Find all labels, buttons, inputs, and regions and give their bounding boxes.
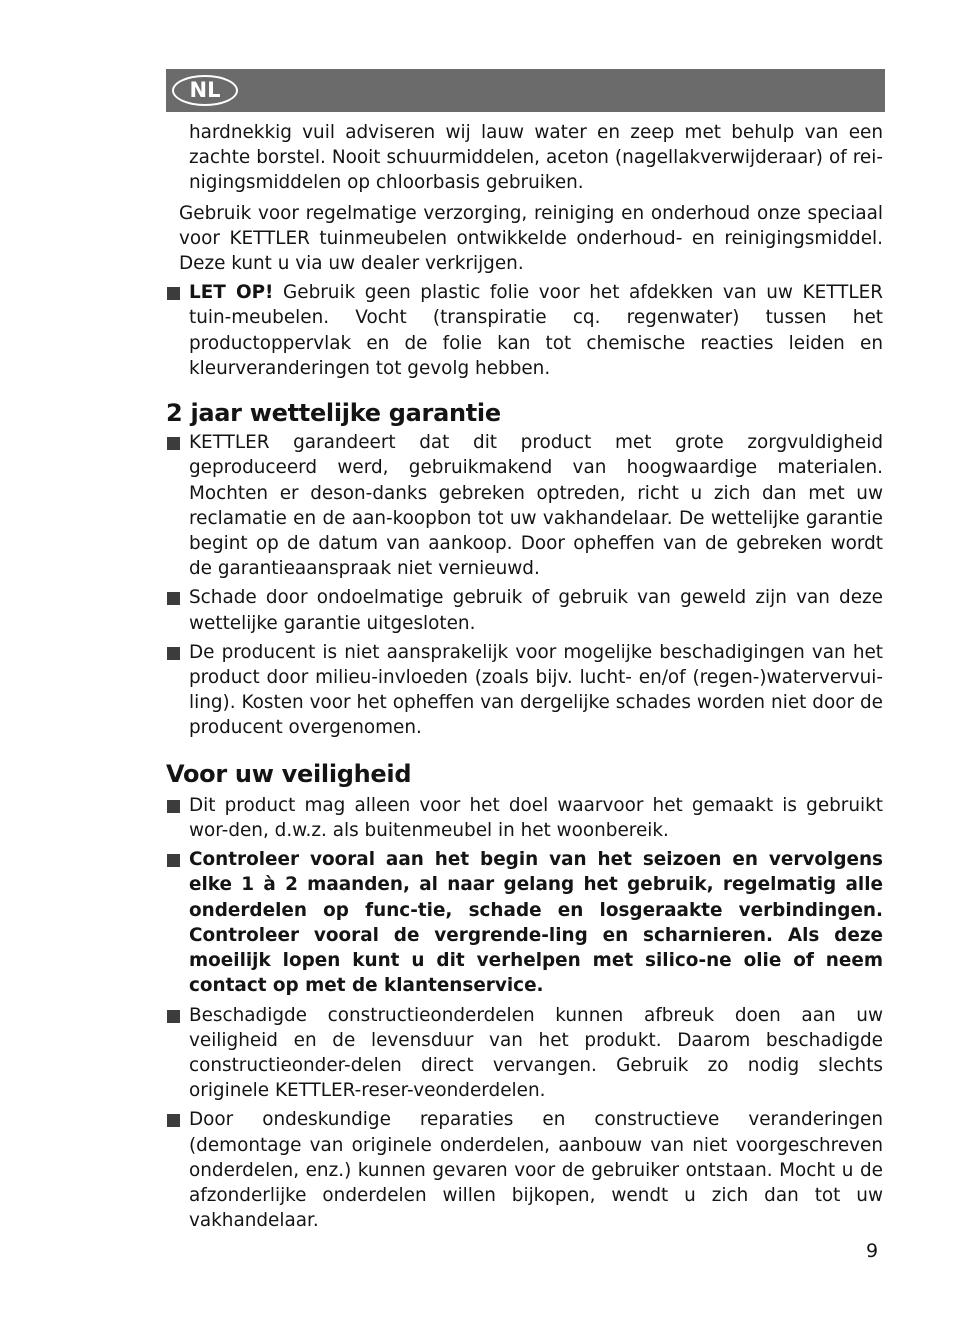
safety-item-text: Dit product mag alleen voor het doel waarvoor het gemaakt is gebruikt wor-den, d.w.z. als buitenmeubel in het woonbereik.: [189, 794, 883, 842]
safety-item-emphasized: [166, 847, 883, 998]
warranty-item-text: De producent is niet aansprakelijk voor mogelijke beschadigingen van het product door milieu-invloeden (zoals bijv. lucht- en/of (regen-)watervervui-ling). Kosten voor het opheffen van dergelijke schades worden niet door de producent overgenomen.: [189, 641, 883, 739]
warranty-item-text: Schade door ondoelmatige gebruik of gebruik van geweld zijn van deze wettelijke garantie uitgesloten.: [189, 587, 883, 634]
warranty-heading: 2 jaar wettelijke garantie: [166, 399, 501, 428]
warranty-item: [166, 585, 883, 635]
safety-item-text: Beschadigde constructieonderdelen kunnen afbreuk doen aan uw veiligheid en de levensduur van het produkt. Daarom beschadigde constructieonder-delen direct vervangen. Gebruik zo nodig slechts originele KETTLER-reser-veonderdelen.: [189, 1004, 883, 1102]
bullet-square-icon: [167, 1010, 180, 1023]
bullet-square-icon: [167, 1114, 180, 1127]
safety-item-text: Door ondeskundige reparaties en constructieve veranderingen (demontage van originele onderdelen, aanbouw van niet voorgeschreven onderdelen, enz.) kunnen gevaren voor de gebruiker ontstaan. Mocht u de afzonderlijke onderdelen willen bijkopen, wendt u zich dan tot uw vakhandelaar.: [189, 1109, 883, 1232]
page-number: 9: [866, 1240, 879, 1262]
safety-heading: Voor uw veiligheid: [166, 759, 412, 788]
warning-text: Gebruik geen plastic folie voor het afdekken van uw KETTLER tuin-meubelen. Vocht (transpiratie cq. regenwater) tussen het productoppervlak en de folie kan tot chemische reacties leiden en kleurveranderingen tot gevolg hebben.: [189, 282, 883, 379]
bullet-square-icon: [167, 437, 180, 450]
warning-label: LET OP!: [189, 282, 274, 304]
bullet-square-icon: [167, 287, 180, 300]
language-badge: NL: [172, 75, 238, 106]
safety-item: [166, 793, 883, 843]
warranty-item: [166, 640, 883, 741]
care-paragraph: Gebruik voor regelmatige verzorging, reiniging en onderhoud onze speciaal voor KETTLER tuinmeubelen ontwikkelde onderhoud- en reinigingsmiddel. Deze kunt u via uw dealer verkrijgen.: [179, 202, 883, 275]
warranty-item-text: KETTLER garandeert dat dit product met grote zorgvuldigheid geproduceerd werd, gebruikmakend van hoogwaardige materialen. Mochten er deson-danks gebreken optreden, richt u zich dan met uw reclamatie en de aan-koopbon tot uw vakhandelaar. De wettelijke garantie begint op de datum van aankoop. Door opheffen van de gebreken wordt de garantieaanspraak niet vernieuwd.: [189, 432, 883, 580]
safety-item: [166, 1003, 883, 1104]
language-header-bar: [166, 69, 885, 112]
bullet-square-icon: [167, 592, 180, 605]
warning-bullet: [166, 280, 883, 381]
bullet-square-icon: [167, 854, 180, 867]
bullet-square-icon: [167, 647, 180, 660]
bullet-square-icon: [167, 800, 180, 813]
page-content: [166, 120, 883, 1233]
safety-item: [166, 1107, 883, 1233]
intro-continuation-paragraph: hardnekkig vuil adviseren wij lauw water en zeep met behulp van een zachte borstel. Nooit schuurmiddelen, aceton (nagellakverwijderaar) of rei-nigingsmiddelen op chloorbasis gebruiken.: [189, 122, 883, 194]
safety-item-text: Controleer vooral aan het begin van het seizoen en vervolgens elke 1 à 2 maanden, al naar gelang het gebruik, regelmatig alle onderdelen op func-tie, schade en losgeraakte verbindingen. Controleer vooral de vergrende-ling en scharnieren. Als deze moeilijk lopen kunt u dit verhelpen met silico-ne olie of neem contact op met de klantenservice.: [189, 849, 883, 997]
warranty-item: [166, 430, 883, 581]
